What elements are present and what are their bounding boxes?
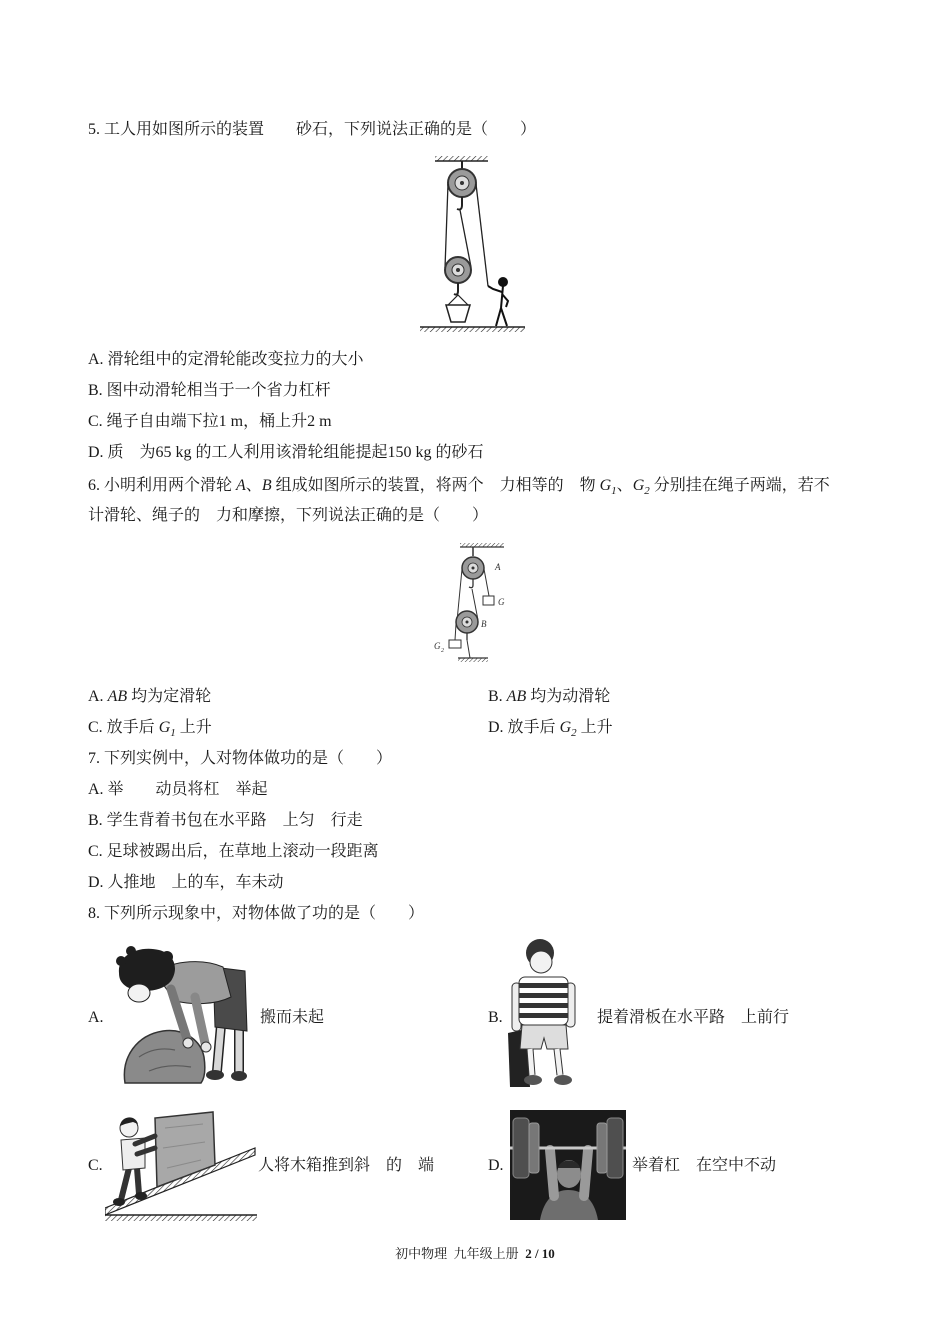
q5-option-c: C. 绳子自由端下拉1 m，桶上升2 m — [88, 413, 332, 430]
page-number: 2 / 10 — [525, 1246, 555, 1261]
q7-option-a: A. 举 动员将杠 举起 — [88, 781, 268, 798]
bucket — [446, 295, 470, 322]
q7-option-b: B. 学生背着书包在水平路 上匀 行走 — [88, 812, 363, 829]
q6-text: 6. 小明利用两个滑轮 — [88, 477, 237, 494]
q8-option-c-caption: 人将木箱推到斜 的 端 — [258, 1157, 435, 1174]
boy-carrying-skateboard-picture — [508, 937, 592, 1090]
option-symbol: AB — [506, 688, 527, 705]
q7-stem: 7. 下列实例中，人对物体做功的是（ ） — [88, 750, 393, 767]
page-footer — [0, 1244, 950, 1264]
option-text: C. 放手后 — [88, 719, 159, 736]
option-text: 上升 — [175, 719, 212, 736]
weight-g2-symbol: G — [632, 477, 645, 494]
face — [128, 984, 150, 1002]
q6-stem-line1 — [88, 475, 830, 497]
weight-g2-label-subscript: 2 — [441, 648, 444, 654]
option-text: B. — [488, 688, 507, 705]
pulley-a-symbol: A — [236, 477, 246, 494]
q5-stem: 5. 工人用如图所示的装置 砂石，下列说法正确的是（ ） — [88, 121, 537, 138]
q8-option-b-letter: B. — [488, 1009, 503, 1026]
option-text: 上升 — [576, 719, 613, 736]
pulley-a-label: A — [495, 562, 501, 572]
option-subscript: 2 — [571, 727, 577, 739]
pulley-a — [462, 557, 484, 588]
q6-text: 分别挂在绳子两端，若不 — [649, 477, 830, 494]
fixed-pulley — [448, 169, 476, 210]
pulley-b-symbol: B — [261, 477, 272, 494]
woman-lifting-rock-picture — [105, 945, 250, 1085]
q8-option-a-caption: 搬而未起 — [260, 1009, 325, 1026]
q6-option-b — [488, 686, 610, 708]
shoe — [206, 1070, 224, 1080]
weight-g2-subscript: 2 — [644, 485, 650, 497]
pulley-b-label: B — [481, 619, 487, 629]
weightlifter-holding-barbell-picture — [510, 1110, 626, 1220]
worker-figure — [488, 278, 508, 326]
ground — [105, 1215, 257, 1221]
weight-g1-symbol: G — [599, 477, 612, 494]
option-symbol: G — [559, 719, 572, 736]
q8-option-d-letter: D. — [488, 1157, 504, 1174]
wooden-box — [155, 1112, 215, 1187]
weightlifter — [540, 1150, 598, 1220]
q6-text: 、 — [245, 477, 262, 494]
q6-option-c — [88, 717, 212, 739]
option-text: A. — [88, 688, 108, 705]
ceiling — [460, 543, 504, 556]
option-subscript: 1 — [170, 727, 176, 739]
weight-g1-label: G — [498, 597, 505, 607]
q8-stem: 8. 下列所示现象中，对物体做了功的是（ ） — [88, 905, 425, 922]
weight-g2-box — [449, 640, 461, 648]
face — [530, 951, 552, 973]
q6-stem-line2: 计滑轮、绳子的 力和摩擦，下列说法正确的是（ ） — [88, 507, 489, 524]
movable-pulley — [445, 257, 471, 295]
q8-option-b-caption: 提着滑板在水平路 上前行 — [597, 1009, 790, 1026]
ceiling — [435, 156, 488, 169]
q5-option-a: A. 滑轮组中的定滑轮能改变拉力的大小 — [88, 351, 364, 368]
q5-option-b: B. 图中动滑轮相当于一个省力杠杆 — [88, 382, 331, 399]
weight-g1-box — [483, 596, 494, 605]
q8-option-a-letter: A. — [88, 1009, 104, 1026]
weight-g1-subscript: 1 — [611, 485, 617, 497]
q5-option-d: D. 质 为65 kg 的工人利用该滑轮组能提起150 kg 的砂石 — [88, 444, 484, 461]
q7-option-c: C. 足球被踢出后，在草地上滚动一段距离 — [88, 843, 379, 860]
ground — [458, 658, 488, 662]
ground — [420, 327, 525, 332]
striped-shirt — [519, 977, 568, 1025]
option-symbol: G — [158, 719, 171, 736]
pulley-b — [456, 611, 478, 640]
q6-text: 、 — [616, 477, 633, 494]
option-text: D. 放手后 — [488, 719, 560, 736]
q6-option-a — [88, 686, 211, 708]
two-pulley-figure — [432, 542, 512, 667]
option-text: 均为定滑轮 — [127, 688, 212, 705]
q8-option-d-caption: 举着杠 在空中不动 — [632, 1157, 777, 1174]
option-symbol: AB — [107, 688, 128, 705]
weight-g2-label: G — [434, 641, 441, 651]
q8-option-c-letter: C. — [88, 1157, 103, 1174]
rock — [124, 1031, 204, 1083]
q7-option-d: D. 人推地 上的车，车未动 — [88, 874, 284, 891]
footer-subject: 初中物理 九年级上册 — [395, 1246, 526, 1261]
q6-text: 组成如图所示的装置，将两个 力相等的 物 — [271, 477, 600, 494]
option-text: 均为动滑轮 — [526, 688, 611, 705]
shoe — [524, 1075, 542, 1085]
shorts — [520, 1025, 568, 1049]
pulley-block-figure — [420, 155, 530, 335]
q6-option-d — [488, 717, 613, 739]
pushing-box-up-slope-picture — [105, 1108, 257, 1222]
